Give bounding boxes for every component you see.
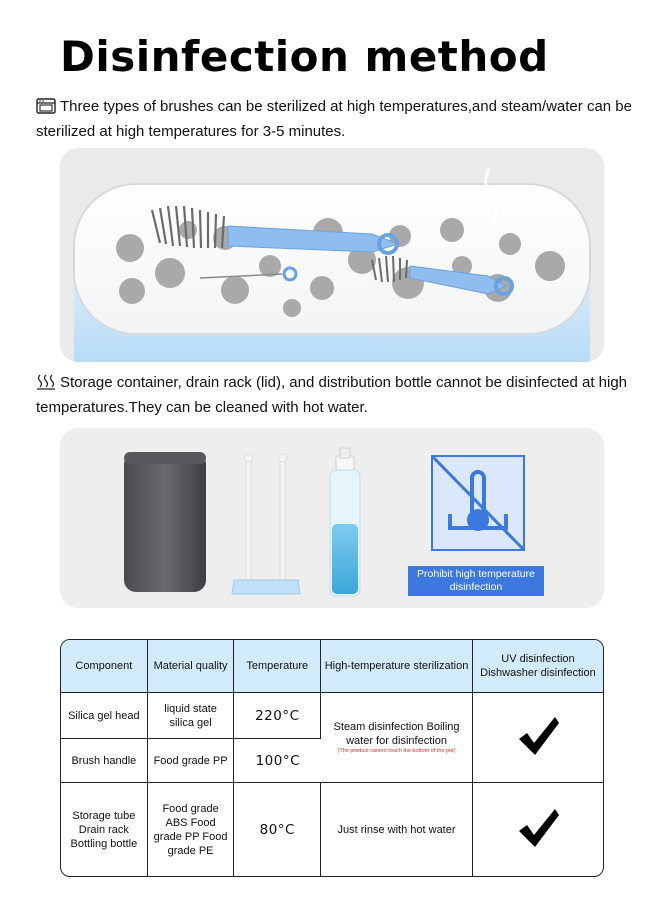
cell-component: Silica gel head: [61, 693, 148, 739]
checkmark-icon: [515, 842, 561, 854]
sterilization-text: Steam disinfection Boiling water for disinfection: [333, 721, 460, 747]
oven-icon: [36, 98, 56, 121]
checkmark-icon: [515, 750, 561, 762]
table-row: [61, 693, 603, 739]
section2-text: Storage container, drain rack (lid), and distribution bottle cannot be disinfected at high temperatures.They can be cleaned with hot water.: [36, 374, 628, 416]
table-header-row: [61, 640, 603, 693]
cell-sterilization-merged: [321, 693, 473, 783]
cell-temperature: 220°C: [234, 693, 321, 739]
cell-component: Brush handle: [61, 739, 148, 783]
cell-uv-check: [473, 783, 603, 876]
col-header-material: Material quality: [148, 640, 235, 693]
cell-temperature: 80°C: [234, 783, 321, 876]
col-header-sterilization: High-temperature sterilization: [321, 640, 473, 693]
table-row: [61, 783, 603, 876]
disinfection-table: [60, 639, 604, 877]
col-header-temperature: Temperature: [234, 640, 321, 693]
brush-sterilizer-image: [60, 148, 604, 362]
col-header-component: Component: [61, 640, 148, 693]
prohibit-label: Prohibit high temperature disinfection: [408, 566, 544, 596]
section1-text: Three types of brushes can be sterilized at high temperatures,and steam/water can be sterilized at high temperatures for 3-5 minutes.: [36, 98, 632, 140]
cell-material: Food grade PP: [148, 739, 235, 783]
cell-material: liquid state silica gel: [148, 693, 235, 739]
cell-component: Storage tube Drain rack Bottling bottle: [61, 783, 148, 876]
page-title: Disinfection method: [60, 32, 549, 81]
cell-uv-check: [473, 693, 603, 783]
col-header-uv: UV disinfection Dishwasher disinfection: [473, 640, 603, 693]
sterilization-note: (The product cannot touch the bottom of the pot): [337, 748, 456, 754]
section1-description: [36, 96, 646, 143]
cell-material: Food grade ABS Food grade PP Food grade PE: [148, 783, 235, 876]
cell-sterilization: Just rinse with hot water: [321, 783, 473, 876]
steam-icon: [36, 374, 56, 397]
cell-temperature: 100°C: [234, 739, 321, 783]
section2-description: [36, 372, 646, 419]
